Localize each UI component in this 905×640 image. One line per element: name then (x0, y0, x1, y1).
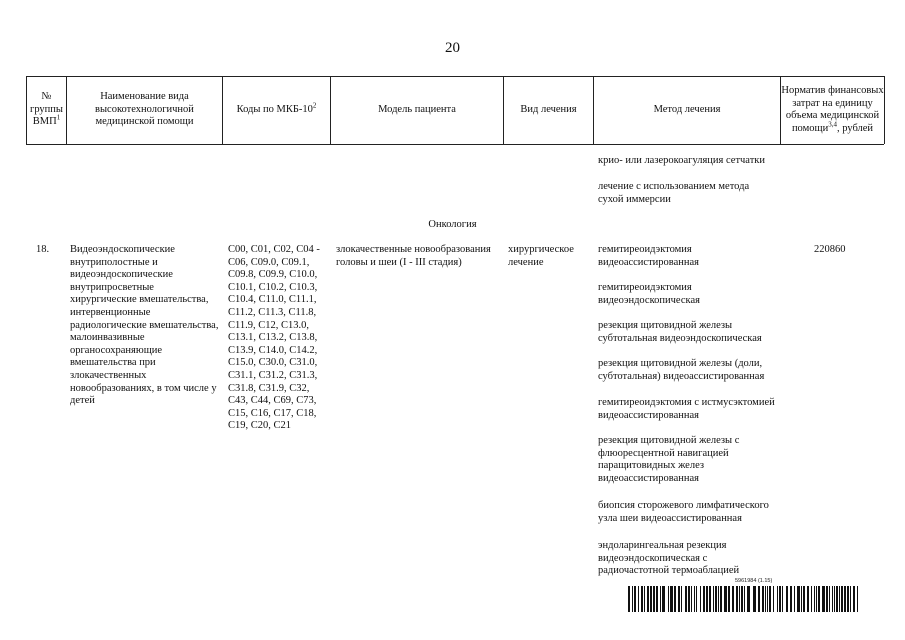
header-patient-model: Модель пациента (378, 103, 456, 115)
carryover-method: лечение с использованием метода сухой иммерсии (598, 181, 750, 205)
header-group-number: № группы ВМП$^1$ (30, 91, 63, 128)
treatment-type: хирургическое лечение (508, 244, 574, 268)
row-number: 18. (36, 244, 50, 255)
method-item: резекция щитовидной железы субтотальная видеоэндоскопическая (598, 320, 762, 344)
method-item: гемитиреоидэктомия с истмусэктомией видеоассистированная (598, 397, 775, 421)
header-icd-codes: Коды по МКБ-$10^2$ (236, 101, 317, 115)
barcode-icon (628, 586, 860, 612)
method-item: резекция щитовидной железы (доли, субтотальная) видеоассистированная (598, 358, 765, 382)
method-item: гемитиреоидэктомия видеоэндоскопическая (598, 282, 700, 306)
header-cost-norm: Норматив финансовых затрат на единицу объема медицинской помощи$^{3,4}$, рублей (781, 85, 884, 134)
barcode-number: 5961984 (1.15) (735, 578, 773, 584)
method-item: резекция щитовидной железы с флюоресцентной навигацией паращитовидных желез видеоассистированная (598, 435, 740, 484)
patient-model: злокачественные новообразования головы и шеи (I - III стадия) (336, 244, 491, 268)
care-type-name: Видеоэндоскопические внутриполостные и видеоэндоскопические внутрипросветные хирургические вмешательства, интервенционные радиологические вмешательства, малоинвазивные органосохраняющие вмешательства при злокачественных новообразованиях, в том числе у детей (70, 244, 219, 407)
header-treatment-type: Вид лечения (520, 103, 577, 115)
section-title: Онкология (428, 219, 477, 230)
cost-value: 220860 (814, 244, 846, 255)
col-divider (884, 76, 885, 144)
header-bottom-rule (26, 144, 884, 145)
page-number: 20 (445, 40, 460, 56)
carryover-method: крио- или лазерокоагуляция сетчатки (598, 155, 766, 166)
header-care-type: Наименование вида высокотехнологичной медицинской помощи (95, 91, 194, 128)
icd-codes: C00, C01, C02, C04 - C06, C09.0, C09.1, C09.8, C09.9, C10.0, C10.1, C10.2, C10.3, C10.4, C11.0, C11.1, C11.2, C11.3, C11.8, C11.9, C12, C13.0, C13.1, C13.2, C13.8, C13.9, C14.0, C14.2, C15.0, C30.0, C31.0, C31.1, C31.2, C31.3, C31.8, C31.9, C32, C43, C44, C69, C73, C15, C16, C17, C18, C19, C20, C21 (228, 244, 320, 432)
header-treatment-method: Метод лечения (653, 103, 721, 115)
method-item: гемитиреоидэктомия видеоассистированная (598, 244, 700, 268)
method-item: биопсия сторожевого лимфатического узла шеи видеоассистированная (598, 500, 769, 524)
method-item: эндоларингеальная резекция видеоэндоскопическая с радиочастотной термоаблацией (598, 540, 740, 577)
